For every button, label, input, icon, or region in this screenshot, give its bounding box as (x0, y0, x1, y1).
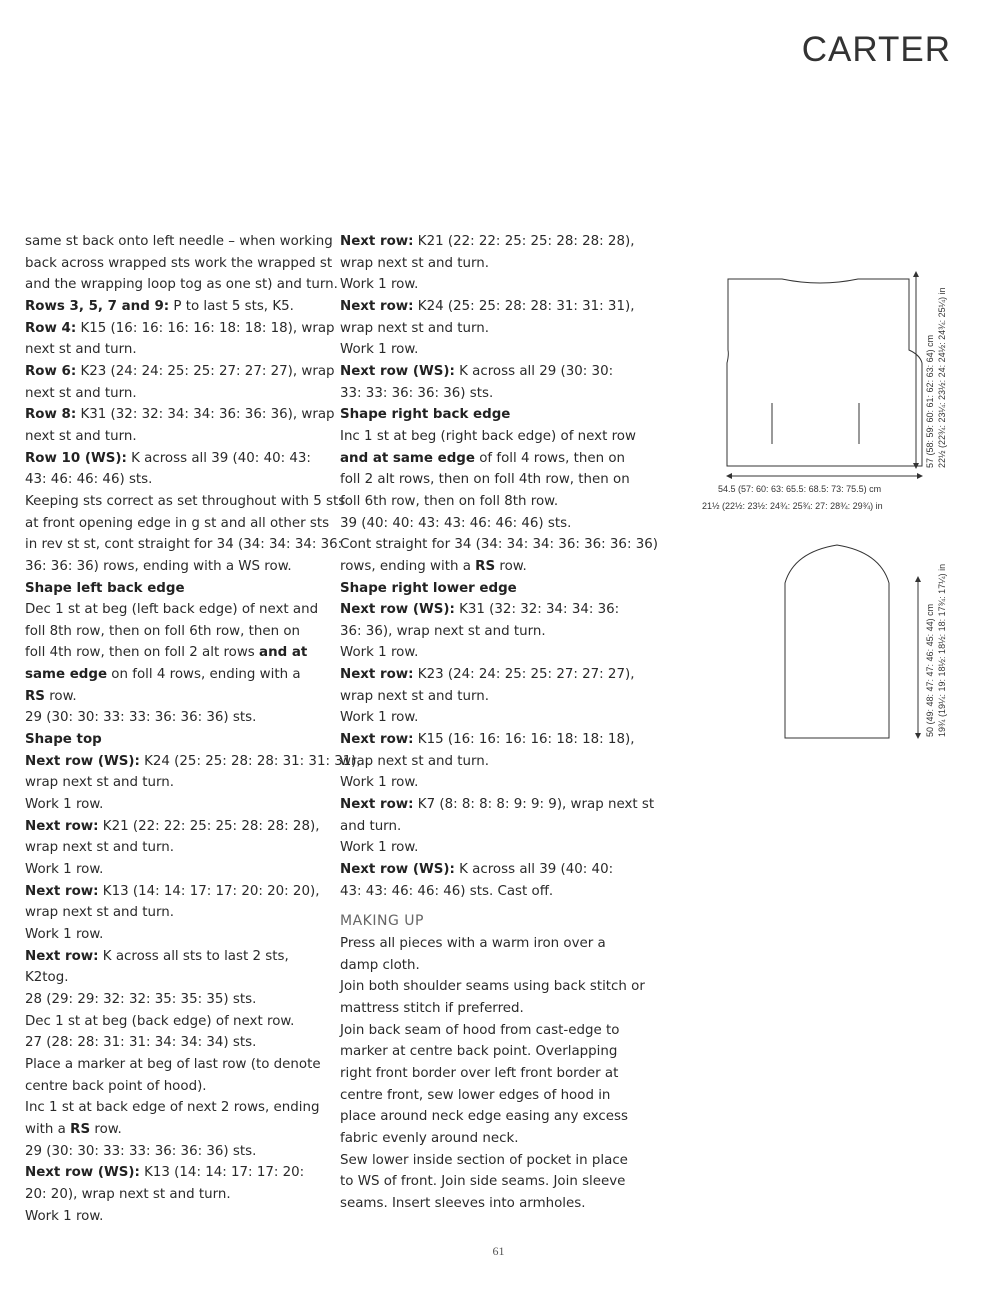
pattern-line (25, 1141, 330, 1163)
instruction-text: wrap next st and turn. (25, 840, 175, 856)
instruction-text: with a (25, 1121, 71, 1137)
instruction-text: Place a marker at beg of last row (to denote (25, 1056, 321, 1072)
instruction-label: Next row: (25, 883, 99, 899)
page-number: 61 (492, 1244, 505, 1258)
garment-diagrams (690, 230, 990, 750)
instruction-label: Next row: (340, 797, 414, 813)
instruction-label: Next row: (340, 667, 414, 683)
instruction-text: same st back onto left needle – when working (25, 234, 333, 249)
instruction-text: on foll 4 rows, ending with a (107, 667, 301, 683)
pattern-line (25, 361, 335, 383)
pattern-line (340, 933, 645, 955)
instruction-label: and at same edge (340, 450, 475, 466)
pattern-line (25, 318, 335, 340)
pattern-line (340, 707, 645, 729)
instruction-text: K13 (14: 14: 17: 17: 20: 20: 20), (98, 883, 320, 899)
instruction-text: K21 (22: 22: 25: 25: 28: 28: 28), (98, 818, 320, 834)
pattern-line (340, 664, 645, 686)
pattern-line (25, 642, 330, 664)
instruction-label: Row 10 (WS): (25, 450, 127, 466)
body-length-in: 22½ (22¾: 23¼: 23½: 24: 24½: 24¾: 25¼) in (937, 287, 947, 468)
instruction-text: K across all 39 (40: 40: 43: (126, 450, 311, 466)
instruction-text: K15 (16: 16: 16: 16: 18: 18: 18), wrap (76, 320, 335, 336)
pattern-line (340, 231, 645, 253)
instruction-text: K2tog. (25, 970, 69, 986)
pattern-column-right (340, 231, 658, 1215)
instruction-text: mattress stitch if preferred. (340, 1000, 524, 1016)
instruction-text: Work 1 row. (340, 710, 419, 726)
instruction-label: Shape right lower edge (340, 580, 517, 596)
instruction-text: to WS of front. Join side seams. Join sleeve (340, 1174, 626, 1190)
pattern-line (340, 1150, 645, 1172)
instruction-text: of foll 4 rows, then on (474, 450, 625, 466)
body-length-cm: 57 (58: 59: 60: 61: 62: 63: 64) cm (925, 334, 935, 468)
pattern-line (340, 253, 645, 275)
instruction-label: same edge (25, 667, 108, 683)
instruction-text: 33: 33: 36: 36: 36) sts. (340, 385, 494, 401)
instruction-text: wrap next st and turn. (25, 775, 175, 791)
instruction-label: RS (70, 1121, 91, 1137)
pattern-line (340, 534, 658, 556)
pattern-line (25, 1011, 330, 1033)
instruction-label: RS (25, 688, 45, 704)
instruction-text: wrap next st and turn. (25, 905, 175, 921)
section-heading: MAKING UP (340, 913, 424, 930)
instruction-text: Work 1 row. (25, 862, 104, 878)
instruction-text: K7 (8: 8: 8: 8: 9: 9: 9), wrap next st (413, 797, 655, 813)
instruction-label: Shape top (25, 732, 102, 748)
pattern-line (340, 998, 645, 1020)
pattern-line (340, 772, 645, 794)
instruction-text: wrap next st and turn. (340, 688, 490, 704)
instruction-text: in rev st st, cont straight for 34 (34: 34: 34: 36: (25, 537, 343, 553)
body-width-cm: 54.5 (57: 60: 63: 65.5: 68.5: 73: 75.5) cm (718, 484, 882, 494)
instruction-text: K21 (22: 22: 25: 25: 28: 28: 28), (413, 234, 635, 249)
pattern-line (340, 426, 645, 448)
instruction-label: Shape left back edge (25, 580, 185, 596)
instruction-text: next st and turn. (25, 385, 137, 401)
instruction-text: K across all 29 (30: 30: (454, 363, 614, 379)
instruction-text: K23 (24: 24: 25: 25: 27: 27: 27), (413, 667, 635, 683)
instruction-text: K23 (24: 24: 25: 25: 27: 27: 27), wrap (76, 363, 335, 379)
instruction-text: Sew lower inside section of pocket in place (340, 1152, 628, 1168)
pattern-line (25, 253, 333, 275)
instruction-text: 39 (40: 40: 43: 43: 46: 46: 46) sts. (340, 515, 572, 531)
pattern-line (340, 816, 645, 838)
pattern-line (25, 881, 330, 903)
instruction-text: 20: 20), wrap next st and turn. (25, 1186, 231, 1202)
pattern-line (340, 859, 645, 881)
instruction-text: 43: 46: 46: 46) sts. (25, 472, 153, 488)
instruction-text: wrap next st and turn. (340, 320, 490, 336)
page-title: CARTER (801, 30, 951, 69)
instruction-text: fabric evenly around neck. (340, 1130, 519, 1146)
instruction-text: place around neck edge easing any excess (340, 1109, 628, 1125)
instruction-text: foll 8th row, then on foll 6th row, then on (25, 623, 301, 639)
pattern-line (25, 534, 343, 556)
pattern-line (25, 1076, 330, 1098)
instruction-text: K24 (25: 25: 28: 28: 31: 31: 31), (139, 753, 361, 769)
pattern-line (340, 1171, 645, 1193)
pattern-line (340, 881, 645, 903)
pattern-line (25, 599, 330, 621)
pattern-line (25, 859, 330, 881)
instruction-text: K across all 39 (40: 40: (454, 862, 614, 878)
instruction-text: Press all pieces with a warm iron over a (340, 936, 606, 951)
instruction-text: 43: 43: 46: 46: 46) sts. Cast off. (340, 883, 554, 899)
instruction-text: Keeping sts correct as set throughout with 5 sts (25, 493, 346, 509)
instruction-label: Next row (WS): (25, 753, 140, 769)
body-width-in: 21½ (22½: 23½: 24¾: 25¾: 27: 28¾: 29¾) in (702, 501, 883, 511)
pattern-line (340, 837, 645, 859)
instruction-label: Next row (WS): (25, 1165, 140, 1181)
pattern-line (340, 296, 645, 318)
instruction-label: and at (259, 645, 308, 661)
pattern-line (25, 578, 330, 600)
pattern-line (340, 599, 645, 621)
pattern-line (25, 1184, 330, 1206)
pattern-line (25, 383, 330, 405)
pattern-line (25, 274, 338, 296)
instruction-label: Row 6: (25, 363, 77, 379)
instruction-text: row. (90, 1121, 122, 1137)
instruction-text: Work 1 row. (25, 797, 104, 813)
instruction-text: P to last 5 sts, K5. (169, 298, 294, 314)
instruction-text: and turn. (340, 818, 402, 834)
pattern-line (340, 686, 645, 708)
instruction-text: K31 (32: 32: 34: 34: 36: (454, 602, 620, 618)
pattern-line (25, 1206, 330, 1228)
instruction-text: foll 6th row, then on foll 8th row. (340, 493, 559, 509)
pattern-line (340, 578, 645, 600)
schematic-svg (690, 230, 990, 750)
instruction-text: 29 (30: 30: 33: 33: 36: 36: 36) sts. (25, 1143, 257, 1159)
instruction-label: Next row: (25, 948, 99, 964)
instruction-text: K across all sts to last 2 sts, (98, 948, 289, 964)
instruction-label: Next row: (340, 732, 414, 748)
instruction-text: Inc 1 st at beg (right back edge) of next row (340, 428, 636, 444)
instruction-label: Next row: (340, 298, 414, 314)
pattern-line (340, 274, 645, 296)
pattern-line (340, 361, 645, 383)
pattern-line (25, 989, 330, 1011)
instruction-text: K31 (32: 32: 34: 34: 36: 36: 36), wrap (76, 407, 335, 423)
instruction-text: Dec 1 st at beg (back edge) of next row. (25, 1013, 295, 1029)
instruction-text: right front border over left front border at (340, 1065, 619, 1081)
instruction-text: 28 (29: 29: 32: 32: 35: 35: 35) sts. (25, 991, 257, 1007)
instruction-label: Row 4: (25, 320, 77, 336)
pattern-line (25, 296, 330, 318)
instruction-text: foll 2 alt rows, then on foll 4th row, then on (340, 472, 630, 488)
pattern-line (340, 794, 655, 816)
instruction-text: rows, ending with a (340, 558, 476, 574)
pattern-line (25, 772, 330, 794)
instruction-text: Dec 1 st at beg (left back edge) of next and (25, 602, 319, 618)
instruction-label: Next row (WS): (340, 363, 455, 379)
pattern-line (25, 448, 330, 470)
pattern-column-left (25, 231, 361, 1227)
instruction-text: Work 1 row. (340, 840, 419, 856)
instruction-text: 27 (28: 28: 31: 31: 34: 34: 34) sts. (25, 1035, 257, 1051)
pattern-line (340, 1193, 645, 1215)
pattern-line (25, 1097, 330, 1119)
pattern-line (25, 664, 330, 686)
instruction-text: Work 1 row. (340, 342, 419, 358)
instruction-label: Shape right back edge (340, 407, 511, 423)
pattern-line (340, 729, 645, 751)
pattern-line (25, 621, 330, 643)
pattern-line (340, 751, 645, 773)
pattern-line (340, 383, 645, 405)
instruction-text: seams. Insert sleeves into armholes. (340, 1195, 586, 1211)
pattern-line (340, 448, 645, 470)
pattern-line (340, 1106, 645, 1128)
instruction-text: next st and turn. (25, 428, 137, 444)
pattern-line (340, 339, 645, 361)
instruction-text: K24 (25: 25: 28: 28: 31: 31: 31), (413, 298, 635, 314)
pattern-line (25, 1032, 330, 1054)
instruction-text: Join back seam of hood from cast-edge to (340, 1022, 620, 1038)
instruction-text: Work 1 row. (340, 645, 419, 661)
pattern-line (25, 924, 330, 946)
pattern-line (25, 946, 330, 968)
body-outline (727, 279, 922, 466)
instruction-text: Join both shoulder seams using back stitch or (340, 979, 645, 995)
pattern-line (25, 1119, 330, 1141)
pattern-line (25, 707, 330, 729)
pattern-line (25, 751, 361, 773)
sleeve-length-in: 19¾ (19¼: 19: 18½: 18½: 18: 17¾: 17¼) in (937, 563, 947, 737)
instruction-text: and the wrapping loop tog as one st) and turn. (25, 277, 338, 293)
instruction-text: damp cloth. (340, 957, 420, 973)
pattern-line (340, 1128, 645, 1150)
pattern-line (25, 231, 333, 253)
instruction-text: K13 (14: 14: 17: 17: 20: (139, 1165, 305, 1181)
instruction-text: Work 1 row. (25, 1208, 104, 1224)
instruction-label: Rows 3, 5, 7 and 9: (25, 298, 170, 314)
instruction-text: 36: 36), wrap next st and turn. (340, 623, 546, 639)
instruction-text: centre back point of hood). (25, 1078, 207, 1094)
pattern-line (340, 513, 645, 535)
pattern-line (25, 967, 330, 989)
instruction-text: 36: 36: 36) rows, ending with a WS row. (25, 558, 292, 574)
instruction-text: Work 1 row. (25, 927, 104, 942)
pattern-line (340, 1063, 645, 1085)
instruction-text: wrap next st and turn. (340, 753, 490, 769)
pattern-line (25, 404, 335, 426)
instruction-text: K15 (16: 16: 16: 16: 18: 18: 18), (413, 732, 635, 748)
sleeve-outline (785, 545, 889, 738)
pattern-line (340, 642, 645, 664)
pattern-line (340, 621, 645, 643)
instruction-text: centre front, sew lower edges of hood in (340, 1087, 611, 1103)
pattern-line (25, 339, 330, 361)
instruction-text: back across wrapped sts work the wrapped st (25, 255, 333, 271)
instruction-text: at front opening edge in g st and all other sts (25, 515, 330, 531)
pattern-line (25, 1054, 330, 1076)
pattern-line (25, 816, 330, 838)
instruction-label: Next row: (25, 818, 99, 834)
pattern-line (340, 1085, 645, 1107)
instruction-text: Work 1 row. (340, 775, 419, 791)
pattern-line (25, 426, 330, 448)
pattern-line (340, 556, 645, 578)
instruction-text: marker at centre back point. Overlapping (340, 1044, 618, 1060)
pattern-line (340, 318, 645, 340)
instruction-label: Next row (WS): (340, 862, 455, 878)
pattern-line (25, 729, 330, 751)
pattern-line (25, 1162, 330, 1184)
instruction-label: RS (475, 558, 496, 574)
instruction-label: Next row: (340, 234, 414, 249)
pattern-line (340, 491, 645, 513)
pattern-line (25, 556, 330, 578)
pattern-line (340, 404, 645, 426)
instruction-label: Row 8: (25, 407, 77, 423)
instruction-text: next st and turn. (25, 342, 137, 358)
instruction-text: Work 1 row. (340, 277, 419, 293)
instruction-label: Next row (WS): (340, 602, 455, 618)
pattern-line (25, 794, 330, 816)
instruction-text: Cont straight for 34 (34: 34: 34: 36: 36: 36: 36) (340, 537, 658, 553)
pattern-line (340, 1041, 645, 1063)
instruction-text: wrap next st and turn. (340, 255, 490, 271)
instruction-text: row. (44, 688, 77, 704)
pattern-line (25, 469, 330, 491)
instruction-text: foll 4th row, then on foll 2 alt rows (25, 645, 260, 661)
pattern-line (340, 976, 645, 998)
pattern-line (340, 955, 645, 977)
instruction-text: row. (495, 558, 527, 574)
pattern-line (340, 469, 645, 491)
pattern-line (25, 513, 330, 535)
sleeve-length-cm: 50 (49: 48: 47: 47: 46: 45: 44) cm (925, 603, 935, 737)
pattern-line (25, 491, 346, 513)
pattern-line (25, 837, 330, 859)
pattern-line (25, 902, 330, 924)
pattern-line (25, 686, 330, 708)
pattern-line (340, 1020, 645, 1042)
instruction-text: 29 (30: 30: 33: 33: 36: 36: 36) sts. (25, 710, 257, 726)
instruction-text: Inc 1 st at back edge of next 2 rows, ending (25, 1100, 320, 1116)
